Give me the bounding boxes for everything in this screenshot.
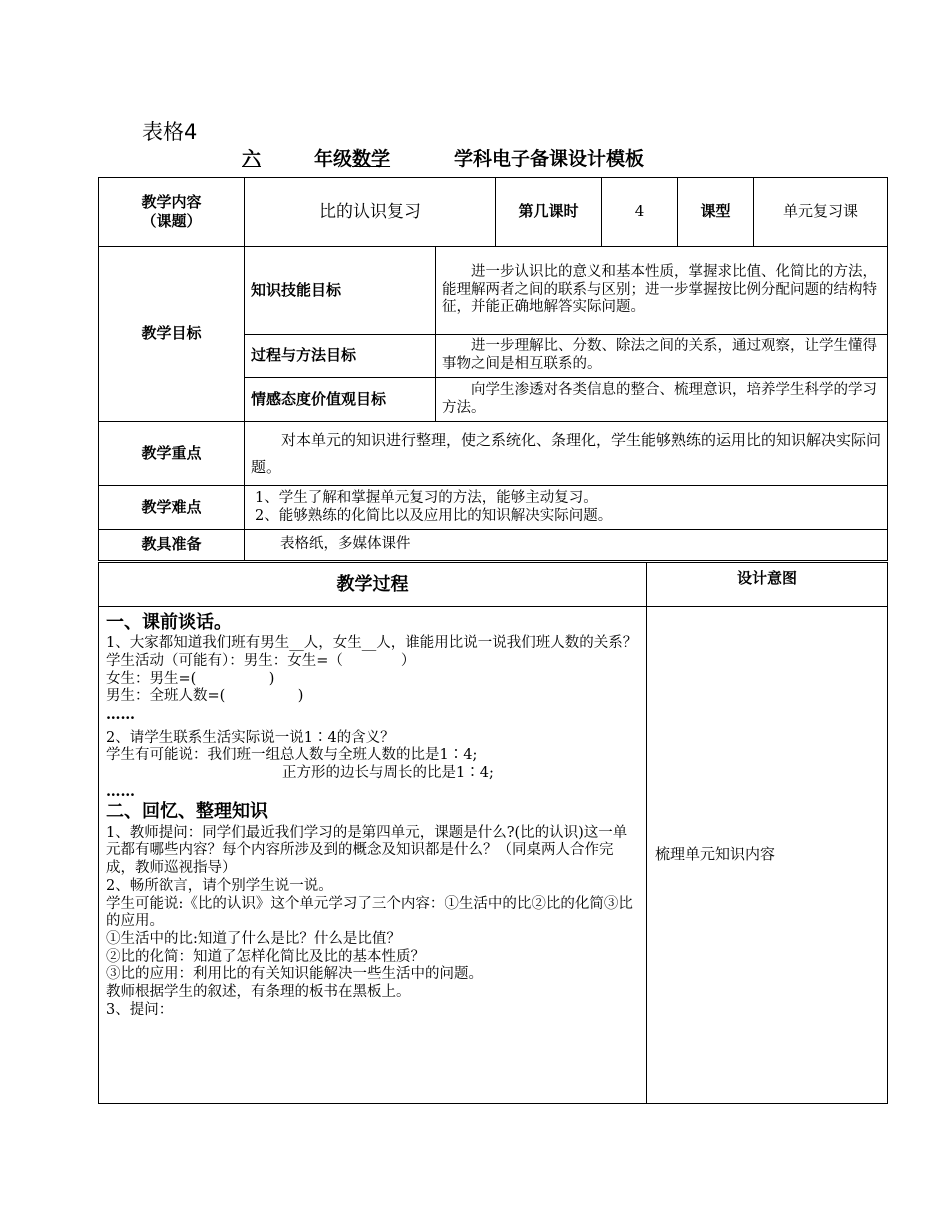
s2-line: ②比的化简：知道了怎样化简比及比的基本性质？: [106, 948, 425, 965]
section-2-heading: 二、回忆、整理知识: [106, 801, 268, 823]
content-sublabel: （课题）: [141, 212, 202, 230]
materials-label: 教具准备: [99, 530, 245, 561]
s2-line: 1、教师提问：同学们最近我们学习的是第四单元，课题是什么?(比的认识)这一单元都有哪些内容？每个内容所涉及到的概念及知识都是什么？（同桌两人合作完成，教师巡视指导）: [106, 824, 628, 877]
s2-line: 教师根据学生的叙述，有条理的板书在黑板上。: [106, 983, 411, 1000]
goal-row-knowledge: [99, 247, 888, 335]
goal-text-process: 进一步理解比、分数、除法之间的关系，通过观察，让学生懂得事物之间是相互联系的。: [436, 335, 888, 378]
process-content: [99, 607, 647, 1104]
type-value: 单元复习课: [754, 178, 888, 247]
intent-text: 梳理单元知识内容: [647, 607, 888, 1104]
intent-header: 设计意图: [647, 563, 888, 607]
header-row: [99, 178, 888, 247]
process-header: 教学过程: [99, 563, 647, 607]
process-table: [98, 562, 888, 1104]
difficulties-label: 教学难点: [99, 486, 245, 530]
s2-line: ③比的应用：利用比的有关知识能解决一些生活中的问题。: [106, 966, 483, 983]
difficulty-1: 1、学生了解和掌握单元复习的方法，能够主动复习。: [255, 489, 598, 506]
title-subject: 数学: [352, 148, 391, 170]
goal-text-knowledge: 进一步认识比的意义和基本性质，掌握求比值、化简比的方法，能理解两者之间的联系与区别；进一步掌握按比例分配问题的结构特征，并能正确地解答实际问题。: [436, 247, 888, 335]
goals-label: 教学目标: [99, 247, 245, 422]
content-label-cell: [99, 178, 245, 247]
materials-text: 表格纸，多媒体课件: [245, 530, 888, 561]
title-grade-suffix: 年级: [314, 148, 353, 170]
lesson-no-label: 第几课时: [496, 178, 602, 247]
process-body-row: [99, 607, 888, 1104]
doc-label: 表格4: [142, 120, 198, 144]
key-points-label: 教学重点: [99, 422, 245, 486]
s1-line: 男生：全班人数=( ): [106, 688, 304, 705]
goal-name-process: 过程与方法目标: [245, 335, 436, 378]
content-label: 教学内容: [141, 192, 202, 211]
process-header-row: [99, 563, 888, 607]
s1-line: 正方形的边长与周长的比是1∶4;: [282, 765, 494, 782]
s1-line: 1、大家都知道我们班有男生__人，女生__人，谁能用比说一说我们班人数的关系？: [106, 635, 638, 652]
section-1-heading: 一、课前谈话。: [106, 612, 232, 633]
title-suffix: 学科电子备课设计模板: [454, 148, 645, 170]
s2-line: 3、提问：: [106, 1001, 174, 1018]
s1-line: 学生有可能说：我们班一组总人数与全班人数的比是1∶4;: [106, 747, 478, 764]
info-table: [98, 177, 888, 561]
s1-line: 2、请学生联系生活实际说一说1∶4的含义？: [106, 729, 395, 746]
goal-name-knowledge: 知识技能目标: [245, 247, 436, 335]
materials-row: [99, 530, 888, 561]
goal-name-attitude: 情感态度价值观目标: [245, 378, 436, 422]
difficulty-2: 2、能够熟练的化简比以及应用比的知识解决实际问题。: [255, 507, 613, 524]
s1-line: ……: [106, 782, 135, 800]
key-points-row: [99, 422, 888, 486]
difficulties-text: [245, 486, 888, 530]
goal-text-attitude: 向学生渗透对各类信息的整合、梳理意识，培养学生科学的学习方法。: [436, 378, 888, 422]
page-title: [242, 144, 644, 171]
type-label: 课型: [678, 178, 754, 247]
s2-line: 2、畅所欲言，请个别学生说一说。: [106, 877, 333, 894]
lesson-no: 4: [602, 178, 678, 247]
s1-line: ……: [106, 706, 135, 724]
s2-line: ①生活中的比:知道了什么是比？什么是比值？: [106, 930, 401, 947]
title-grade: 六: [242, 148, 262, 170]
s1-line: 学生活动（可能有）：男生：女生=（ ）: [106, 652, 416, 669]
s2-line: 学生可能说:《比的认识》这个单元学习了三个内容：①生活中的比②比的化简③比的应用。: [106, 895, 633, 930]
difficulties-row: [99, 486, 888, 530]
s1-line: 女生：男生=( ): [106, 670, 275, 687]
key-points-text: 对本单元的知识进行整理，使之系统化、条理化，学生能够熟练的运用比的知识解决实际问题。: [245, 422, 888, 486]
topic-cell: 比的认识复习: [245, 178, 496, 247]
